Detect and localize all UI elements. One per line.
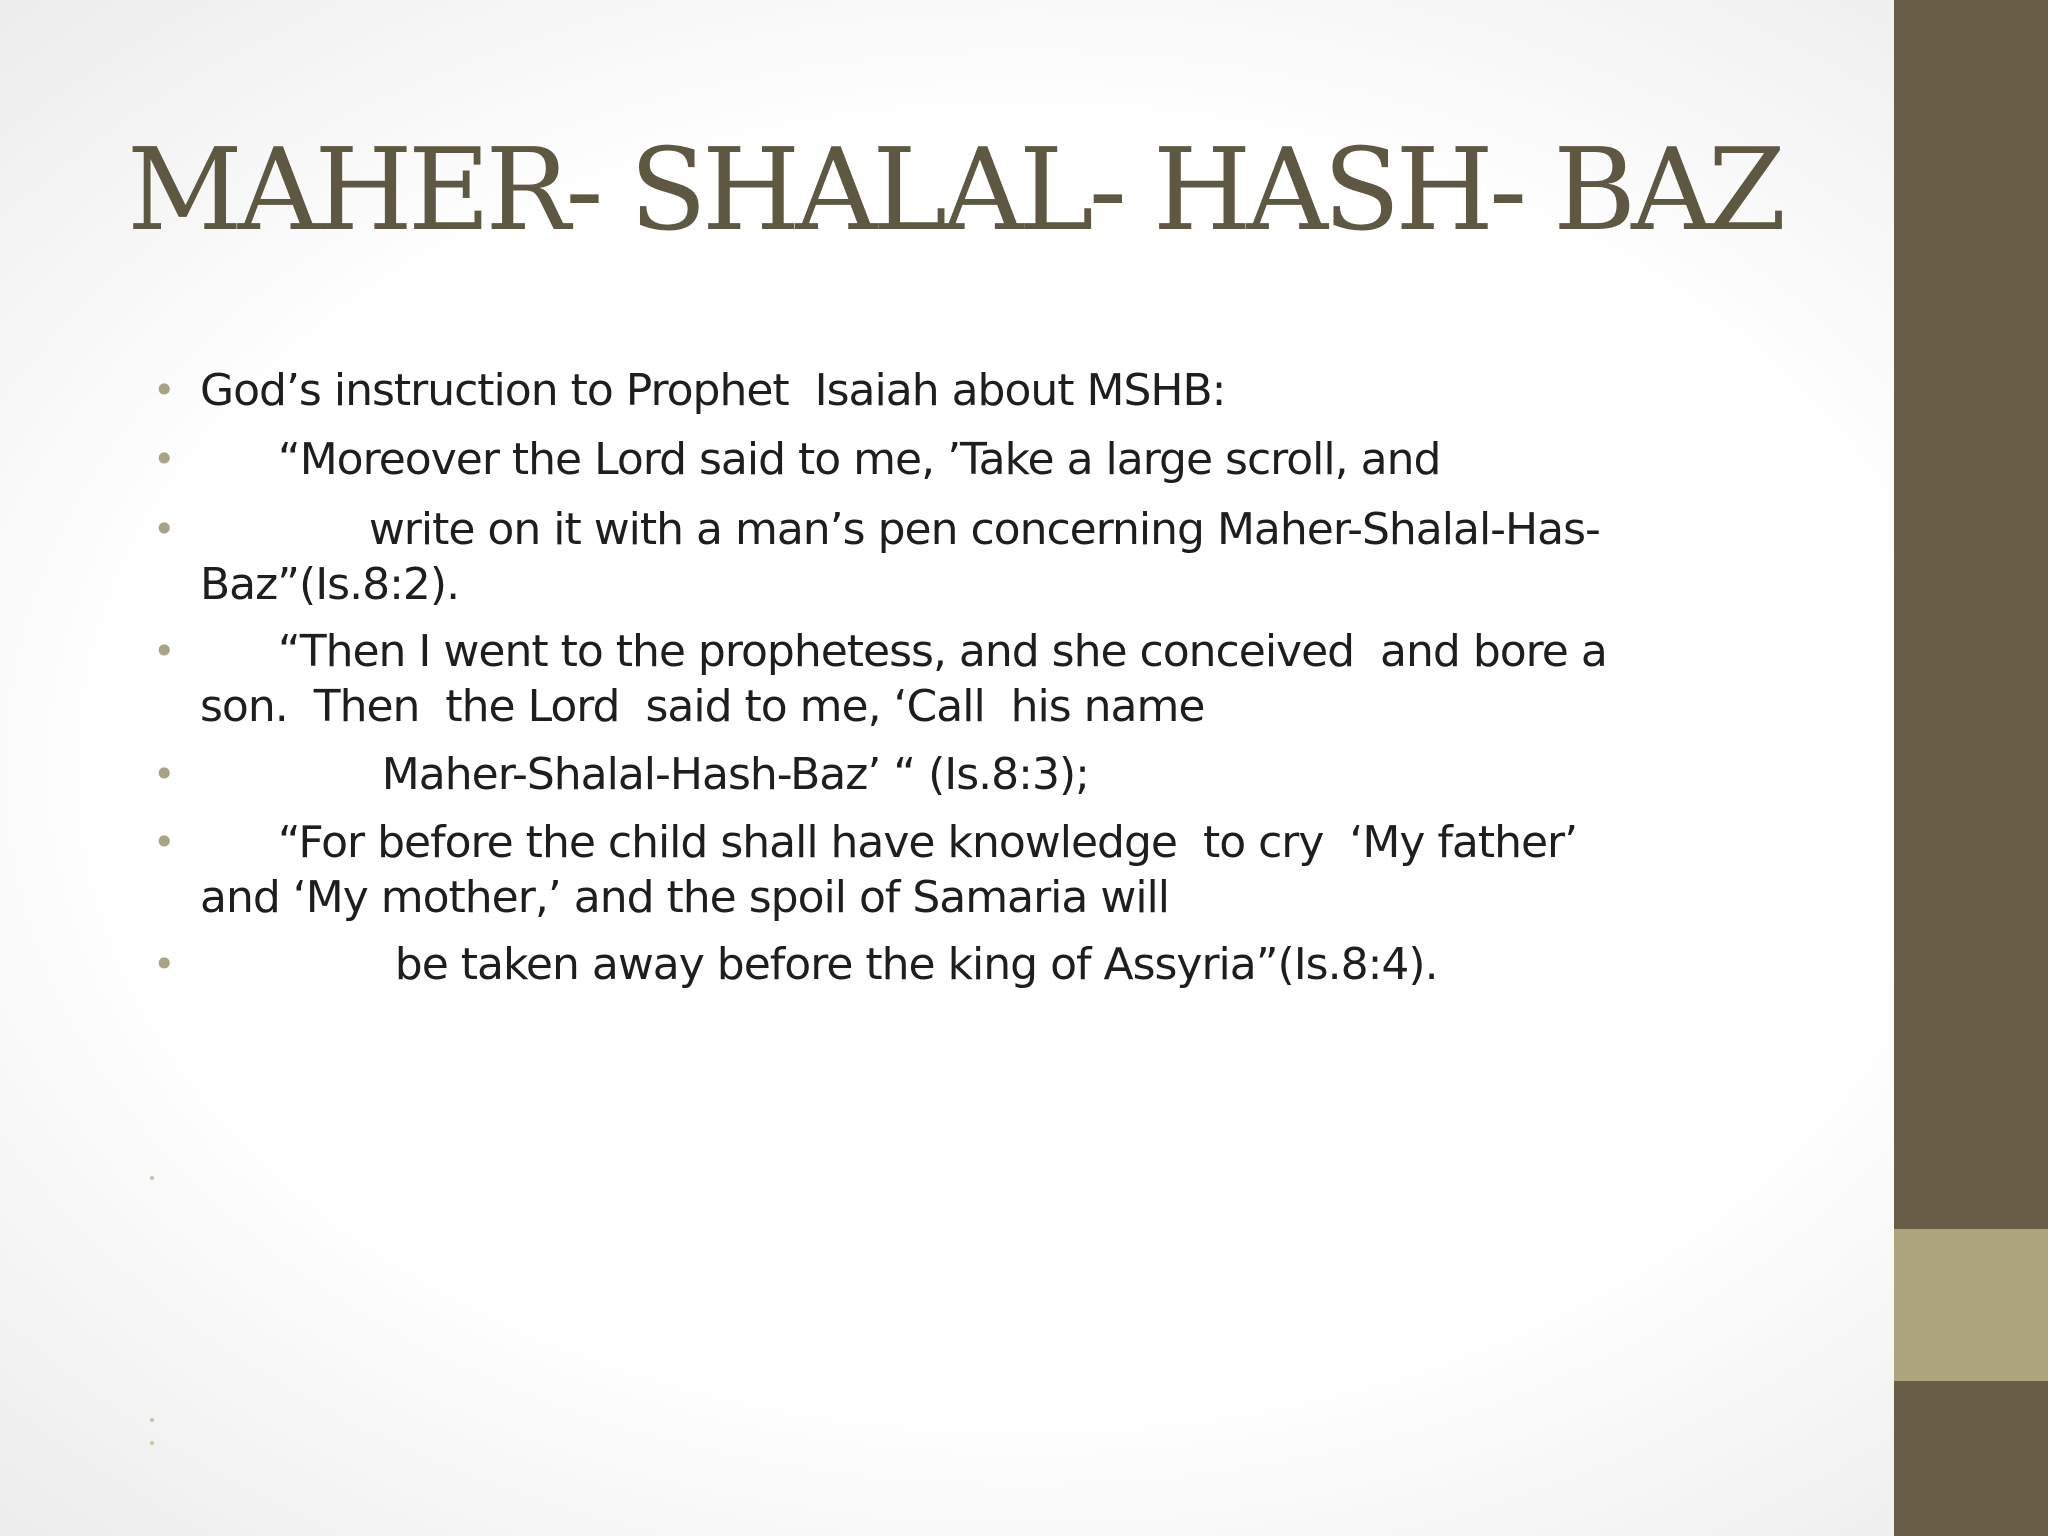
bullet-dot-icon: • <box>153 437 175 481</box>
bullet-item-1 <box>153 363 1730 418</box>
bullet-text-continuation: son. Then the Lord said to me, ‘Call his name <box>200 681 1205 732</box>
bullet-dot-icon: • <box>153 368 175 412</box>
bullet-dot-icon: • <box>153 820 175 864</box>
decorative-sidebar <box>1894 0 2048 1536</box>
bullet-text: “Then I went to the prophetess, and she conceived and bore a <box>200 626 1607 677</box>
bullet-text: write on it with a man’s pen concerning Maher-Shalal-Has- <box>200 504 1600 555</box>
bullet-text: “Moreover the Lord said to me, ’Take a large scroll, and <box>200 434 1441 485</box>
bullet-dot-icon: • <box>153 507 175 551</box>
bullet-text: Maher-Shalal-Hash-Baz’ “ (Is.8:3); <box>200 749 1089 800</box>
bullet-dot-icon: • <box>153 752 175 796</box>
bullet-text: “For before the child shall have knowledge to cry ‘My father’ <box>200 817 1578 868</box>
stray-dot-mark <box>150 1418 154 1422</box>
bullet-item-4 <box>153 624 1730 734</box>
bullet-text: be taken away before the king of Assyria”(Is.8:4). <box>200 939 1438 990</box>
bullet-item-7 <box>153 937 1730 992</box>
bullet-dot-icon: • <box>153 942 175 986</box>
stray-dot-mark <box>150 1176 154 1180</box>
bullet-text-continuation: and ‘My mother,’ and the spoil of Samaria will <box>200 872 1169 923</box>
bullet-item-6 <box>153 815 1730 925</box>
stray-dot-mark <box>150 1441 154 1445</box>
bullet-text-continuation: Baz”(Is.8:2). <box>200 559 460 610</box>
bullet-text: God’s instruction to Prophet Isaiah about MSHB: <box>200 365 1226 416</box>
sidebar-accent-block <box>1894 1229 2048 1381</box>
bullet-item-5 <box>153 747 1730 802</box>
bullet-item-2 <box>153 432 1730 487</box>
bullet-item-3 <box>153 502 1730 612</box>
slide-title: MAHER- SHALAL- HASH- BAZ <box>127 124 1782 256</box>
bullet-dot-icon: • <box>153 629 175 673</box>
